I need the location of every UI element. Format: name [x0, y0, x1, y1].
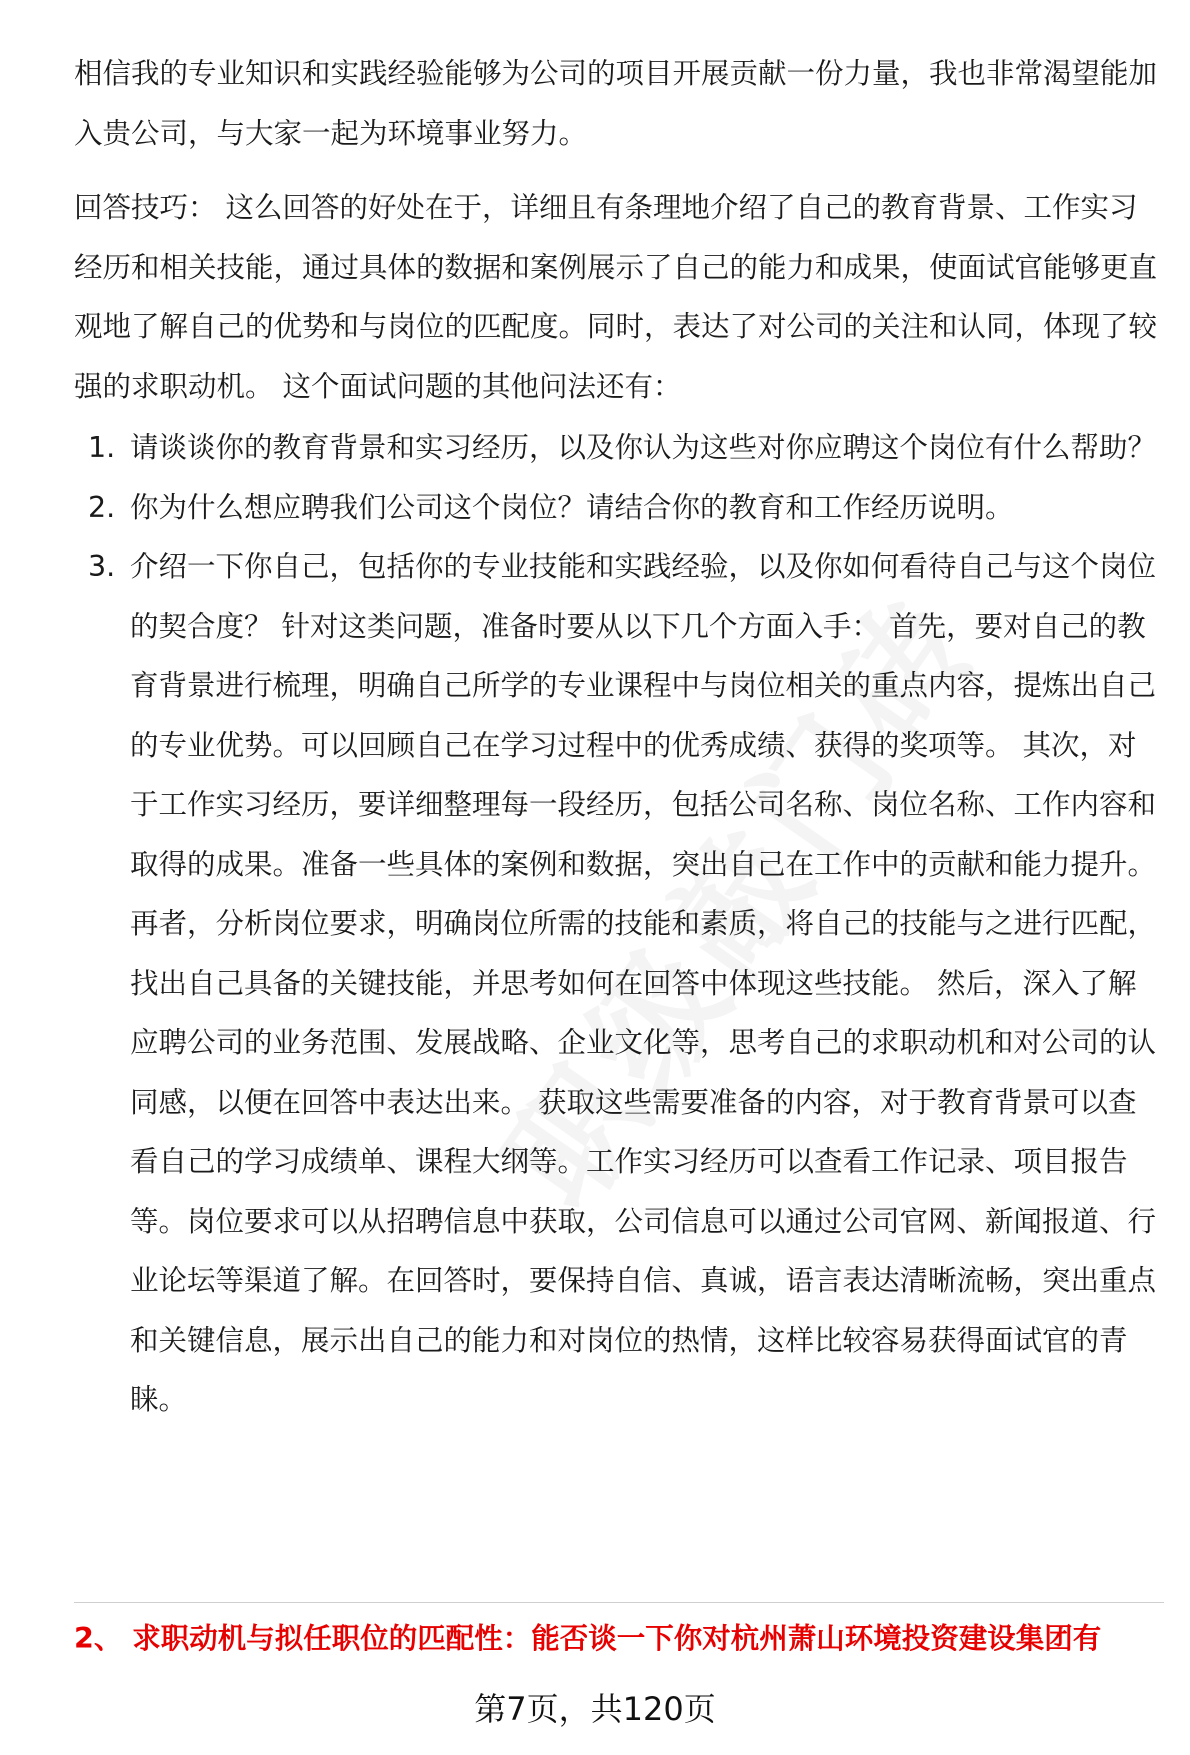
page-footer: 第7页，共120页 — [474, 1690, 716, 1728]
list-item-number: 3. — [88, 550, 116, 583]
section-divider — [74, 1602, 1164, 1603]
list-item — [74, 537, 1164, 1430]
alternate-questions-list — [74, 418, 1164, 1430]
list-item-number: 2. — [88, 490, 116, 524]
list-item-number: 1. — [88, 431, 116, 464]
list-item-text: 请谈谈你的教育背景和实习经历，以及你认为这些对你应聘这个岗位有什么帮助？ — [130, 431, 1157, 464]
list-item-text: 介绍一下你自己，包括你的专业技能和实践经验，以及你如何看待自己与这个岗位的契合度？ 针对这类问题，准备时要从以下几个方面入手： 首先，要对自己的教育背景进行梳理，明确自己所学的专业课程中与岗位相关的重点内容，提炼出自己的专业优势。可以回顾自己在学习过程中的优秀成绩、获得的奖项等。 其次，对于工作实习经历，要详细整理每一段经历，包括公司名称、岗位名称、工作内容和取得的成果。准备一些具体的案例和数据，突出自己在工作中的贡献和能力提升。 再者，分析岗位要求，明确岗位所需的技能和素质，将自己的技能与之进行匹配，找出自己具备的关键技能，并思考如何在回答中体现这些技能。 然后，深入了解应聘公司的业务范围、发展战略、企业文化等，思考自己的求职动机和对公司的认同感，以便在回答中表达出来。 获取这些需要准备的内容，对于教育背景可以查看自己的学习成绩单、课程大纲等。工作实习经历可以查看工作记录、项目报告等。岗位要求可以从招聘信息中获取，公司信息可以通过公司官网、新闻报道、行业论坛等渠道了解。在回答时，要保持自信、真诚，语言表达清晰流畅，突出重点和关键信息，展示出自己的能力和对岗位的热情，这样比较容易获得面试官的青睐。 — [130, 550, 1157, 1416]
section-heading: 2、 求职动机与拟任职位的匹配性：能否谈一下你对杭州萧山环境投资建设集团有 — [74, 1622, 1102, 1655]
intro-paragraph: 相信我的专业知识和实践经验能够为公司的项目开展贡献一份力量，我也非常渴望能加入贵公司，与大家一起为环境事业努力。 — [74, 57, 1158, 150]
tips-paragraph: 回答技巧： 这么回答的好处在于，详细且有条理地介绍了自己的教育背景、工作实习经历和相关技能，通过具体的数据和案例展示了自己的能力和成果，使面试官能够更直观地了解自己的优势和与岗位的匹配度。同时，表达了对公司的关注和认同，体现了较强的求职动机。 这个面试问题的其他问法还有： — [74, 191, 1158, 403]
list-item-text: 你为什么想应聘我们公司这个岗位？请结合你的教育和工作经历说明。 — [130, 490, 1014, 524]
list-item — [74, 478, 1164, 538]
list-item — [74, 418, 1164, 478]
